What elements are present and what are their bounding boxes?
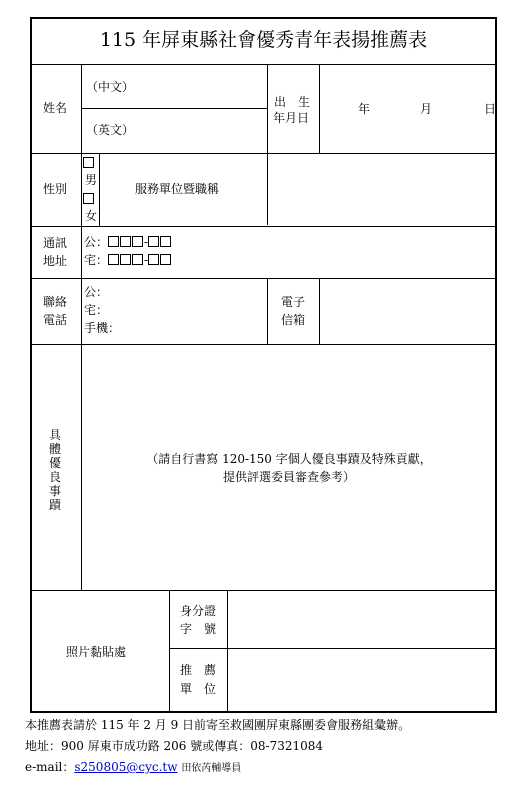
id-label: 字 號 [180,622,217,636]
form-title: 115 年屏東縣社會優秀青年表揚推薦表 [99,29,428,51]
contact-office-field[interactable]: 公： [84,285,109,299]
row-divider [81,108,267,109]
male-label: 男 [85,173,98,187]
name-english-field[interactable]: （英文） [86,123,135,137]
footer-deadline: 本推薦表請於 115 年 2 月 9 日前寄至救國團屏東縣團委會服務組彙辦。 [25,718,411,732]
email-label: 信箱 [281,313,306,327]
email-label: 電子 [281,295,306,309]
column-divider [267,278,268,344]
birth-label: 出 生 [274,95,311,109]
email-link[interactable]: s250805@cyc.tw [74,760,178,774]
recommender-label: 單 位 [180,682,217,696]
female-label: 女 [85,209,98,223]
email-prefix: e-mail： [25,760,75,774]
male-checkbox[interactable] [83,156,95,170]
recommender-label: 推 薦 [180,663,217,677]
footer-email-line [25,759,241,777]
column-divider [99,153,100,226]
employer-field[interactable] [268,154,496,225]
address-office-prefix: 公： [84,235,109,249]
name-chinese-field[interactable]: （中文） [86,80,135,94]
address-label: 通訊 [43,236,68,250]
female-checkbox[interactable] [83,192,95,206]
contact-mobile-field[interactable]: 手機： [84,321,121,335]
deeds-hint: （請自行書寫 120-150 字個人優良事蹟及特殊貢獻， [146,452,432,466]
birth-label: 年月日 [273,111,310,125]
photo-label: 照片黏貼處 [66,645,127,659]
contact-person: 田依芮輔導員 [181,763,242,774]
id-label: 身分證 [180,604,217,618]
id-number-field[interactable] [228,591,496,647]
birth-month-label: 月 [420,102,433,116]
row-divider [30,226,497,227]
footer-address: 地址：900 屏東市成功路 206 號或傳真：08-7321084 [25,739,324,753]
recommender-field[interactable] [228,649,496,712]
column-divider [169,590,170,713]
row-divider [30,64,497,65]
address-home-prefix: 宅： [84,253,109,267]
email-field[interactable] [320,279,496,344]
birth-day-label: 日 [484,102,497,116]
address-label: 地址 [43,254,68,268]
deeds-label: 具體優良事蹟 [48,428,61,512]
contact-home-field[interactable]: 宅： [84,303,109,317]
address-office-field[interactable]: 公： - [84,235,172,249]
contact-label: 電話 [43,313,68,327]
address-home-field[interactable]: 宅： - [84,253,172,267]
contact-label: 聯絡 [43,295,68,309]
row-divider [30,344,497,345]
gender-label: 性別 [43,182,68,196]
column-divider [81,64,82,590]
column-divider [319,64,320,153]
deeds-hint: 提供評選委員審查參考） [222,470,355,484]
birth-year-label: 年 [358,102,371,116]
name-label: 姓名 [43,101,68,115]
employer-label: 服務單位暨職稱 [135,182,220,196]
